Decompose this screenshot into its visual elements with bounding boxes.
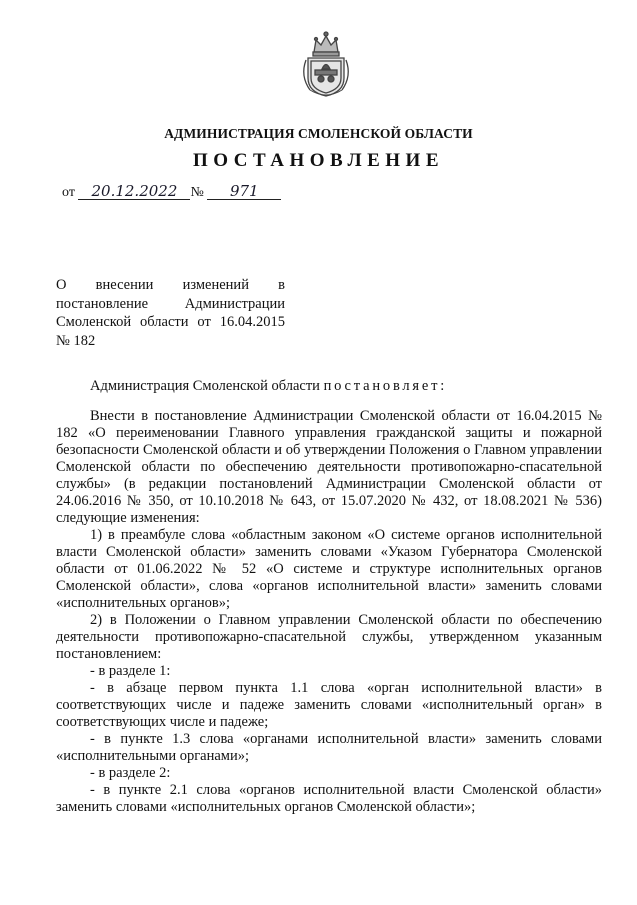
- subject-line: постановление Администрации: [56, 295, 285, 312]
- date-number-line: [62, 183, 281, 201]
- document-number: 971: [207, 183, 281, 200]
- body-paragraph: - в разделе 1:: [90, 663, 171, 679]
- subject-line: Смоленской области от 16.04.2015: [56, 314, 285, 330]
- body-paragraph: - в абзаце первом пункта 1.1 слова «орган исполнительной власти» в соответствующих числе и падеже заменить словами «исполнительный орган» в соответствующих числе и падеже;: [56, 680, 602, 730]
- body-paragraph: 2) в Положении о Главном управлении Смоленской области по обеспечению деятельности противопожарно-спасательной службы, утвержденном указанным постановлением:: [56, 612, 602, 662]
- document-type-title: ПОСТАНОВЛЕНИЕ: [192, 150, 445, 171]
- body-paragraph: - в пункте 2.1 слова «органов исполнительной власти Смоленской области» заменить словами «исполнительных органов Смоленской области»;: [56, 782, 602, 815]
- document-date: 20.12.2022: [78, 183, 190, 200]
- resolve-lead: Администрация Смоленской области: [90, 378, 324, 394]
- subject-line: О внесении изменений в: [56, 277, 285, 293]
- subject-line: № 182: [56, 332, 96, 349]
- body-paragraph: - в разделе 2:: [90, 765, 171, 781]
- date-prefix: от: [62, 185, 75, 200]
- body-paragraph: - в пункте 1.3 слова «органами исполнительной власти» заменить словами «исполнительными органами»;: [56, 731, 602, 764]
- body-paragraph: Внести в постановление Администрации Смоленской области от 16.04.2015 № 182 «О переименовании Главного управления гражданской защиты и пожарной безопасности Смоленской области и об утверждении Положения о Главном управлении Смоленской области по обеспечению деятельности противопожарно-спасательной службы» (в редакции постановлений Администрации Смоленской области от 24.06.2016 № 350, от 10.10.2018 № 643, от 15.07.2020 № 432, от 18.08.2021 № 536) следующие изменения:: [56, 408, 602, 526]
- number-prefix: №: [190, 185, 204, 200]
- resolve-clause: [56, 378, 602, 395]
- smolensk-coat-of-arms-icon: [296, 30, 356, 98]
- body-paragraph: 1) в преамбуле слова «областным законом «О системе органов исполнительной власти Смоленской области» заменить словами «Указом Губернатора Смоленской области от 01.06.2022 № 52 «О системе и структуре исполнительных органов Смоленской области», слова «органов исполнительной власти» заменить словами «исполнительных органов»;: [56, 527, 602, 611]
- document-body: [56, 378, 602, 816]
- resolve-word: постановляет:: [323, 378, 448, 394]
- organization-title: АДМИНИСТРАЦИЯ СМОЛЕНСКОЙ ОБЛАСТИ: [164, 126, 473, 141]
- document-subject: [56, 276, 285, 350]
